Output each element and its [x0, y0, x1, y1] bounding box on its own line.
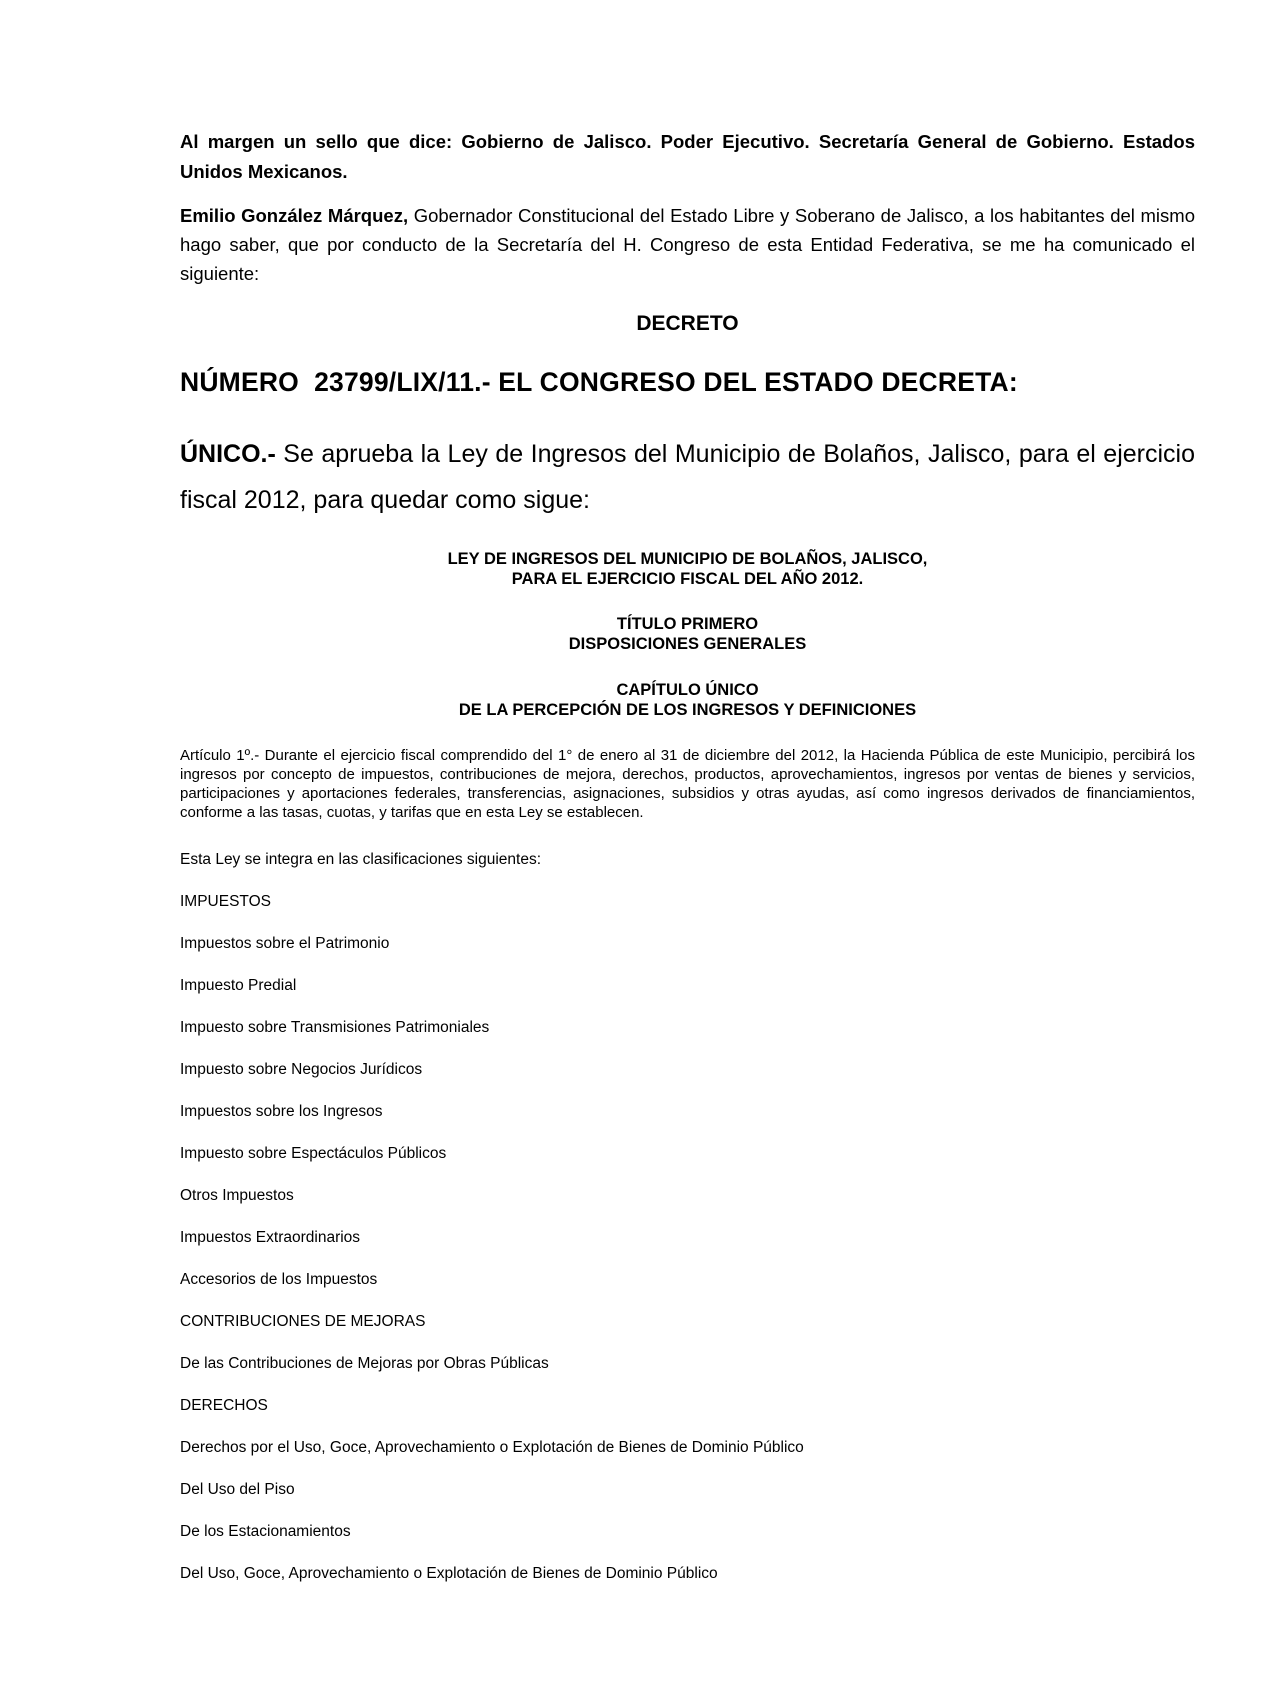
articulo-1-paragraph: Artículo 1º.- Durante el ejercicio fiscal comprendido del 1° de enero al 31 de diciembre del 2012, la Hacienda Pública de este Municipio, percibirá los ingresos por concepto de impuestos, contribuciones de mejora, derechos, productos, aprovechamientos, ingresos por ventas de bienes y servicios, participaciones y aportaciones federales, transferencias, asignaciones, subsidios y otras ayudas, así como ingresos derivados de financiamientos, conforme a las tasas, cuotas, y tarifas que en esta Ley se establecen. — [180, 747, 1195, 821]
titulo-line-1: TÍTULO PRIMERO — [616, 615, 759, 633]
law-title-line-2: PARA EL EJERCICIO FISCAL DEL AÑO 2012. — [511, 570, 864, 588]
list-item: De las Contribuciones de Mejoras por Obras Públicas — [180, 1355, 549, 1372]
seal-paragraph: Al margen un sello que dice: Gobierno de Jalisco. Poder Ejecutivo. Secretaría General de Gobierno. Estados Unidos Mexicanos. — [180, 131, 1195, 182]
list-item: Impuestos sobre los Ingresos — [180, 1103, 383, 1120]
list-item: IMPUESTOS — [180, 893, 272, 910]
governor-name: Emilio González Márquez, — [180, 205, 409, 226]
intro-paragraph — [180, 201, 1195, 288]
titulo-line-2: DISPOSICIONES GENERALES — [568, 635, 807, 653]
unico-paragraph — [180, 431, 1195, 523]
capitulo-heading — [180, 680, 1195, 720]
list-item: Derechos por el Uso, Goce, Aprovechamiento o Explotación de Bienes de Dominio Público — [180, 1439, 804, 1456]
law-title-line-1: LEY DE INGRESOS DEL MUNICIPIO DE BOLAÑOS, JALISCO, — [447, 550, 928, 568]
law-title — [180, 549, 1195, 589]
list-item: Otros Impuestos — [180, 1187, 294, 1204]
list-item: Del Uso, Goce, Aprovechamiento o Explotación de Bienes de Dominio Público — [180, 1565, 718, 1582]
capitulo-line-2: DE LA PERCEPCIÓN DE LOS INGRESOS Y DEFINICIONES — [458, 701, 917, 719]
list-item: Impuestos sobre el Patrimonio — [180, 935, 390, 952]
list-item: Impuesto Predial — [180, 977, 297, 994]
decreto-title: DECRETO — [636, 312, 739, 335]
list-item: Accesorios de los Impuestos — [180, 1271, 378, 1288]
unico-text: Se aprueba la Ley de Ingresos del Municipio de Bolaños, Jalisco, para el ejercicio fiscal 2012, para quedar como sigue: — [180, 440, 1195, 514]
list-item: Impuesto sobre Transmisiones Patrimoniales — [180, 1019, 490, 1036]
titulo-heading — [180, 614, 1195, 654]
list-item: Del Uso del Piso — [180, 1481, 295, 1498]
list-item: De los Estacionamientos — [180, 1523, 351, 1540]
intro-text: Gobernador Constitucional del Estado Libre y Soberano de Jalisco, a los habitantes del mismo hago saber, que por conducto de la Secretaría del H. Congreso de esta Entidad Federativa, se me ha comunicado el siguiente: — [180, 205, 1195, 284]
unico-label: ÚNICO.- — [180, 440, 276, 468]
capitulo-line-1: CAPÍTULO ÚNICO — [616, 681, 759, 699]
numero-heading: NÚMERO 23799/LIX/11.- EL CONGRESO DEL ESTADO DECRETA: — [180, 367, 1018, 397]
list-item: DERECHOS — [180, 1397, 268, 1414]
list-item: CONTRIBUCIONES DE MEJORAS — [180, 1313, 426, 1330]
list-item: Impuesto sobre Espectáculos Públicos — [180, 1145, 447, 1162]
list-item: Impuestos Extraordinarios — [180, 1229, 361, 1246]
list-item: Esta Ley se integra en las clasificaciones siguientes: — [180, 851, 542, 868]
list-item: Impuesto sobre Negocios Jurídicos — [180, 1061, 423, 1078]
